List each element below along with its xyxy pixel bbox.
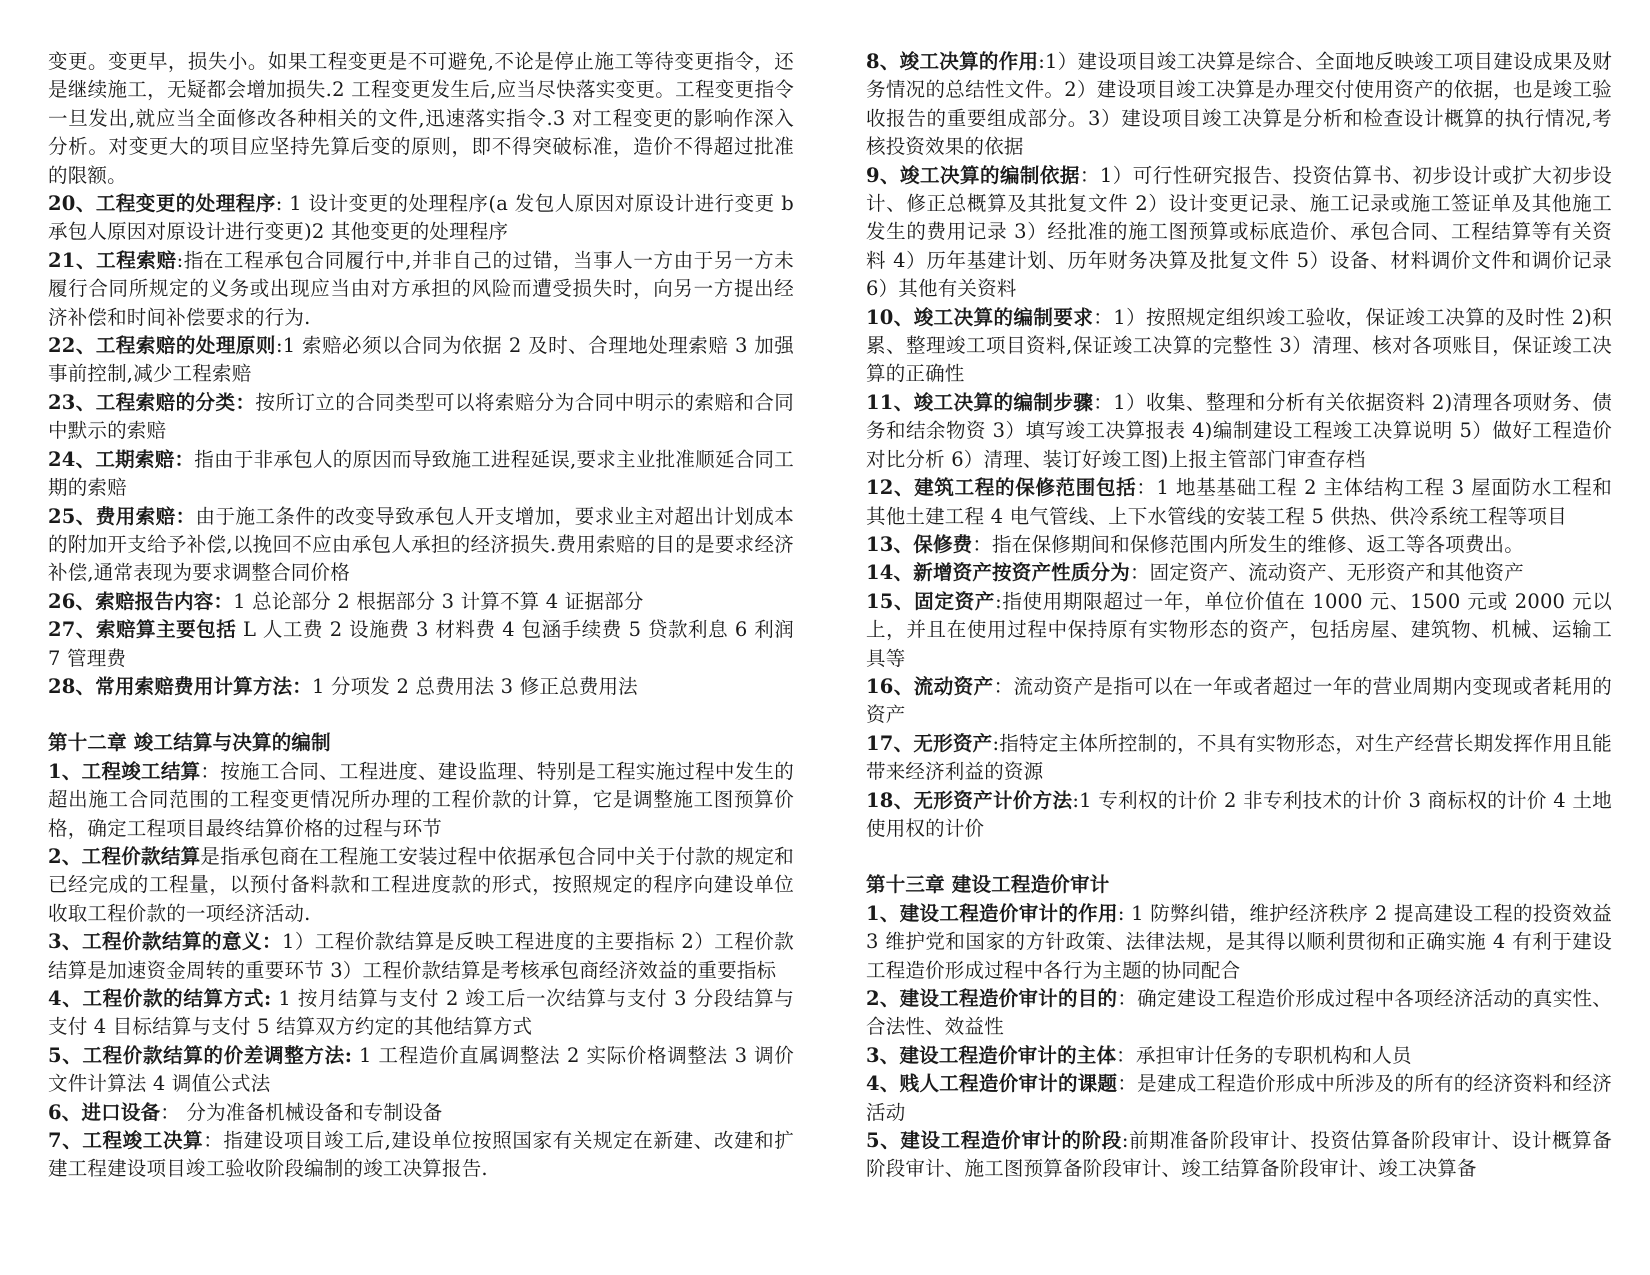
item-term-text: 建设工程造价审计的主体 [899,1043,1117,1067]
item-number: 1、 [866,901,900,925]
item-text: ：承担审计任务的专职机构和人员 [1116,1043,1412,1067]
left-items-a [48,190,794,701]
item-term [866,732,992,755]
item-term [48,987,271,1010]
item-number: 15、 [866,589,915,613]
item-term [48,249,177,272]
item-text: 按所订立的合同类型可以将索赔分为合同中明示的索赔和合同中默示的索赔 [48,390,794,443]
item-text: ：指建设项目竣工后,建设单位按照国家有关规定在新建、改建和扩建工程建设项目竣工验收阶段编制的竣工决算报告. [48,1129,795,1181]
item-text: :1 专利权的计价 2 非专利技术的计价 3 商标权的计价 4 土地使用权的计价 [866,788,1612,840]
item-number: 27、 [48,618,96,642]
item-number: 12、 [866,476,915,500]
item-term-text: 工程价款结算 [81,844,201,868]
list-item [866,787,1612,844]
list-item [48,616,794,673]
item-term-text: 建设工程造价审计的目的 [899,987,1118,1010]
item-term-text: 无形资产 [913,731,993,755]
item-term [48,930,282,953]
item-number: 5、 [866,1129,901,1153]
item-text: ：1）可行性研究报告、投资估算书、初步设计或扩大初步设计、修正总概算及其批复文件 2）设计变更记录、施工记录或施工签证单及其他施工发生的费用记录 3）经批准的施工图预算或标底造价、承包合同、工程结算等有关资料 4）历年基建计划、历年财务决算及批复文件 5）设备、材料调价文件和调价记录 6）其他有关资料 [866,163,1612,301]
item-number: 16、 [866,674,914,698]
item-number: 5、 [48,1043,83,1067]
item-number: 23、 [48,390,96,414]
item-number: 1、 [48,759,82,783]
item-number: 17、 [866,731,914,755]
item-term [866,1129,1122,1152]
item-number: 14、 [866,561,914,585]
item-number: 22、 [48,334,96,358]
item-text: ：指在保修期间和保修范围内所发生的维修、返工等各项费出。 [972,532,1524,556]
list-item [48,190,794,247]
item-term-text: 费用索赔： [95,504,196,528]
item-term [866,164,1080,187]
item-term-text: 进口设备 [81,1100,161,1124]
list-item [48,1042,794,1099]
list-item [48,673,794,701]
list-item [866,474,1612,531]
item-term [866,533,972,556]
item-number: 6、 [48,1100,82,1124]
item-term-text: 流动资产 [913,674,994,698]
item-number: 21、 [48,248,97,272]
item-term-text: 建设工程造价审计的作用 [899,901,1118,925]
item-term [866,391,1093,414]
item-term [866,306,1093,329]
item-text: ：流动资产是指可以在一年或者超过一年的营业周期内变现或者耗用的资产 [866,674,1612,727]
item-text: ：确定建设工程造价形成过程中各项经济活动的真实性、合法性、效益性 [866,987,1612,1039]
item-term-text: 新增资产按资产性质分为 [913,561,1130,585]
item-text: 1 按月结算与支付 2 竣工后一次结算与支付 3 分段结算与支付 4 目标结算与支付 5 结算双方约定的其他结算方式 [48,987,794,1039]
item-number: 10、 [866,305,914,329]
item-text: 由于施工条件的改变导致承包人开支增加，要求业主对超出计划成本的附加开支给予补偿,以挽回不应由承包人承担的经济损失.费用索赔的目的是要求经济补偿,通常表现为要求调整合同价格 [48,504,794,585]
item-term [866,1072,1117,1095]
item-number: 2、 [866,987,900,1010]
list-item [48,1127,794,1184]
item-term [48,391,255,414]
item-term-text: 建设工程造价审计的阶段 [900,1129,1122,1153]
item-term-text: 无形资产计价方法 [913,788,1073,812]
item-term [866,789,1072,812]
item-term [48,1044,352,1067]
list-item [48,389,794,446]
item-number: 24、 [48,447,96,471]
item-text: :指特定主体所控制的，不具有实物形态，对生产经营长期发挥作用且能带来经济利益的资源 [866,731,1612,784]
item-text: ：按施工合同、工程进度、建设监理、特别是工程实施过程中发生的超出施工合同范围的工程变更情况所办理的工程价款的计算，它是调整施工图预算价格，确定工程项目最终结算价格的过程与环节 [48,759,795,840]
item-number: 4、 [48,987,83,1010]
item-term [48,334,276,357]
item-text: :指在工程承包合同履行中,并非自己的过错，当事人一方由于另一方未履行合同所规定的义务或出现应当由对方承担的风险而遭受损失时，向另一方提出经济补偿和时间补偿要求的行为. [48,248,794,329]
item-text: :指使用期限超过一年，单位价值在 1000 元、1500 元或 2000 元以上，并且在使用过程中保持原有实物形态的资产，包括房屋、建筑物、机械、运输工具等 [866,589,1612,670]
item-text: 是指承包商在工程施工安装过程中依据承包合同中关于付款的规定和已经完成的工程量，以预付备料款和工程进度款的形式，按照规定的程序向建设单位收取工程价款的一项经济活动. [48,844,795,925]
item-term [866,902,1118,925]
intro-paragraph: 变更。变更早，损失小。如果工程变更是不可避免,不论是停止施工等待变更指令，还是继续施工，无疑都会增加损失.2 工程变更发生后,应当尽快落实变更。工程变更指令一旦发出,就应当全面修改各种相关的文件,迅速落实指令.3 对工程变更的影响作深入分析。对变更大的项目应坚持先算后变的原则，即不得突破标准，造价不得超过批准的限额。 [48,50,794,187]
list-item [866,1042,1612,1070]
item-term-text: 固定资产 [914,589,996,613]
item-number: 18、 [866,788,914,812]
item-text: :1）建设项目竣工决算是综合、全面地反映竣工项目建设成果及财务情况的总结性文件。2）建设项目竣工决算是办理交付使用资产的依据，也是竣工验收报告的重要组成部分。3）建设项目竣工决算是分析和检查设计概算的执行情况,考核投资效果的依据 [866,50,1612,159]
item-term-text: 索赔算主要包括 [95,618,237,642]
list-item [866,304,1612,389]
section-gap [48,701,794,729]
left-items-b [48,758,794,1184]
left-column [48,48,794,1184]
list-item [866,1127,1612,1184]
item-term [866,590,995,613]
item-term-text: 工程索赔的处理原则 [95,334,276,358]
list-item [48,332,794,389]
item-term [866,675,994,698]
item-term-text: 工程变更的处理程序 [95,192,276,216]
item-number: 8、 [866,50,900,73]
list-item [48,247,794,332]
list-item [866,730,1612,787]
item-text: ： 分为准备机械设备和专制设备 [160,1100,443,1124]
list-item [48,446,794,503]
item-term-text: 工程价款的结算方式: [82,987,272,1010]
item-number: 3、 [48,930,83,954]
list-item [866,162,1612,304]
item-number: 7、 [48,1129,83,1153]
item-term-text: 工程竣工结算 [81,759,201,783]
item-number: 26、 [48,589,96,613]
item-term-text: 工期索赔： [95,447,195,471]
item-term-text: 竣工决算的编制要求 [913,305,1094,329]
item-term [48,618,236,641]
item-term-text: 索赔报告内容： [95,589,234,613]
item-text: :前期准备阶段审计、投资估算备阶段审计、设计概算备阶段审计、施工图预算备阶段审计、竣工结算备阶段审计、竣工决算备 [866,1129,1613,1181]
item-text: : 1 设计变更的处理程序(a 发包人原因对原设计进行变更 b 承包人原因对原设计进行变更)2 其他变更的处理程序 [48,192,794,244]
item-term-text: 工程竣工决算 [82,1129,204,1153]
item-text: :1 索赔必须以合同为依据 2 及时、合理地处理索赔 3 加强事前控制,减少工程索赔 [48,334,794,386]
list-item [866,559,1612,587]
item-term [48,590,233,613]
item-term [866,476,1136,499]
item-text: ：1）收集、整理和分析有关依据资料 2)清理各项财务、债务和结余物资 3）填写竣工决算报表 4)编制建设工程竣工决算说明 5）做好工程造价对比分析 6）清理、装订好竣工图)上报主管部门审查存档 [866,390,1612,471]
item-text: ：是建成工程造价形成中所涉及的所有的经济资料和经济活动 [866,1072,1612,1124]
list-item [866,531,1612,559]
item-term-text: 工程价款结算的意义： [82,930,282,954]
list-item [866,389,1612,474]
item-text: 指由于非承包人的原因而导致施工进程延误,要求主业批准顺延合同工期的索赔 [48,447,794,500]
item-term [48,675,312,698]
list-item [866,588,1612,673]
item-text: 1 工程造价直属调整法 2 实际价格调整法 3 调价文件计算法 4 调值公式法 [48,1043,795,1096]
item-term-text: 竣工决算的编制步骤 [913,390,1094,414]
item-term-text: 工程索赔的分类： [95,390,256,414]
item-text: 1 总论部分 2 根据部分 3 计算不算 4 证据部分 [233,589,644,613]
item-term [48,192,276,215]
list-item [866,673,1612,730]
item-number: 11、 [866,390,914,414]
item-term [866,987,1117,1010]
right-items-b [866,900,1612,1184]
item-term-text: 工程价款结算的价差调整方法: [82,1043,353,1067]
list-item [866,1070,1612,1127]
list-item [48,843,794,928]
item-term [48,448,194,471]
item-number: 20、 [48,192,96,216]
item-number: 28、 [48,674,96,698]
list-item [48,503,794,588]
item-term [48,845,200,868]
item-term [48,1129,203,1152]
item-term-text: 保修费 [913,532,973,556]
right-items-a [866,48,1612,843]
item-term [866,1044,1116,1067]
item-term-text: 常用索赔费用计算方法： [95,674,312,698]
item-text: ：固定资产、流动资产、无形资产和其他资产 [1129,561,1524,585]
item-term [48,505,196,528]
item-text: : 1 防弊纠错，维护经济秩序 2 提高建设工程的投资效益 3 维护党和国家的方针政策、法律法规，是其得以顺利贯彻和正确实施 4 有利于建设工程造价形成过程中各行为主题的协同配合 [866,901,1613,982]
item-text: 1）工程价款结算是反映工程进度的主要指标 2）工程价款结算是加速资金周转的重要环节 3）工程价款结算是考核承包商经济效益的重要指标 [48,930,794,982]
list-item [48,928,794,985]
list-item [48,985,794,1042]
list-item [866,900,1612,985]
item-term [866,50,1038,73]
item-number: 3、 [866,1043,900,1067]
item-term-text: 竣工决算的作用 [899,50,1039,73]
list-item [48,758,794,843]
list-item [48,588,794,616]
item-term-text: 工程索赔 [96,248,177,272]
item-term-text: 建筑工程的保修范围包括 [914,476,1137,500]
item-term-text: 贱人工程造价审计的课题 [899,1072,1118,1096]
list-item [866,48,1612,162]
item-number: 9、 [866,163,901,187]
list-item [48,1099,794,1127]
chapter-13-heading: 第十三章 建设工程造价审计 [866,873,1110,897]
item-number: 4、 [866,1072,900,1096]
item-term [866,561,1130,584]
item-term [48,760,200,783]
item-text: 1 分项发 2 总费用法 3 修正总费用法 [311,674,638,698]
chapter-12-heading: 第十二章 竣工结算与决算的编制 [48,731,331,755]
item-text: L 人工费 2 设施费 3 材料费 4 包涵手续费 5 贷款利息 6 利润 7 管理费 [48,618,794,670]
item-term-text: 竣工决算的编制依据 [900,163,1080,187]
section-gap [866,843,1612,871]
item-number: 13、 [866,532,914,556]
list-item [866,985,1612,1042]
item-text: ：1 地基基础工程 2 主体结构工程 3 屋面防水工程和其他土建工程 4 电气管线、上下水管线的安装工程 5 供热、供冷系统工程等项目 [866,476,1612,528]
right-column [866,48,1612,1184]
item-text: ：1）按照规定组织竣工验收，保证竣工决算的及时性 2)积累、整理竣工项目资料,保证竣工决算的完整性 3）清理、核对各项账目，保证竣工决算的正确性 [866,305,1612,386]
item-number: 25、 [48,504,96,528]
item-term [48,1101,160,1124]
item-number: 2、 [48,844,82,868]
